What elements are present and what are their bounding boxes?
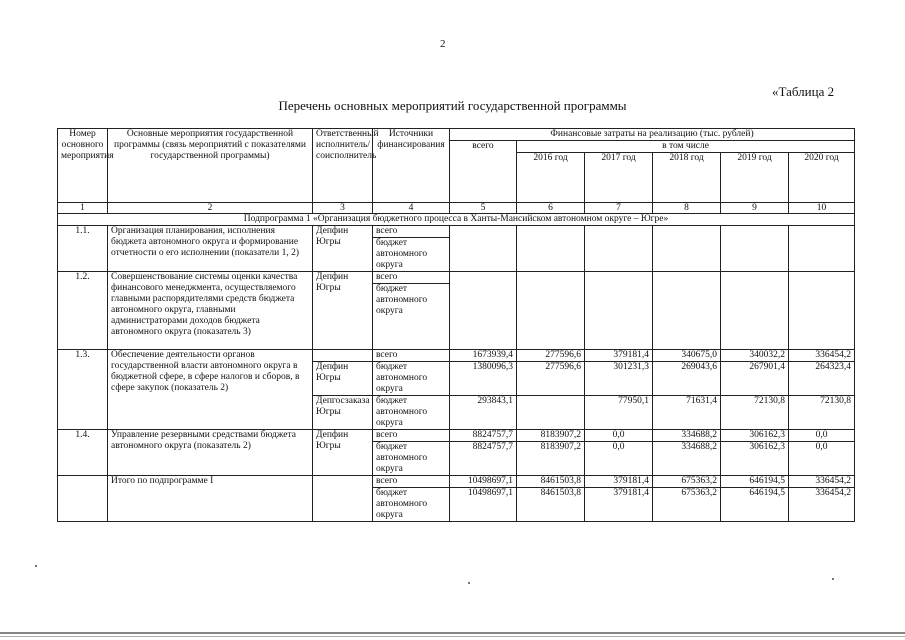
value-cell: 379181,4 [585, 476, 653, 488]
row-source: бюджет автономного округа [373, 442, 450, 476]
value-cell: 8824757,7 [450, 430, 517, 442]
col-number: 2 [108, 203, 313, 214]
scan-edge-line [0, 632, 905, 634]
row-source: всего [373, 430, 450, 442]
value-cell [517, 396, 585, 430]
value-cell: 646194,5 [721, 476, 789, 488]
value-cell: 293843,1 [450, 396, 517, 430]
value-cell: 340032,2 [721, 350, 789, 362]
header-year: 2020 год [789, 153, 855, 203]
value-cell: 336454,2 [789, 476, 855, 488]
col-number: 3 [313, 203, 373, 214]
value-cell: 301231,3 [585, 362, 653, 396]
row-name: Организация планирования, исполнения бюджета автономного округа и формирование отчетности о его исполнении (показатели 1, 2) [108, 226, 313, 272]
row-source: всего [373, 226, 450, 238]
row-num: 1.2. [58, 272, 108, 350]
header-costs: Финансовые затраты на реализацию (тыс. рублей) [450, 129, 855, 141]
row-executor: Депфин Югры [313, 430, 373, 476]
row-executor: Депфин Югры [313, 362, 373, 396]
row-executor [313, 350, 373, 362]
value-cell: 340675,0 [653, 350, 721, 362]
value-cell: 334688,2 [653, 430, 721, 442]
col-number: 5 [450, 203, 517, 214]
row-source: всего [373, 476, 450, 488]
value-cell: 8461503,8 [517, 476, 585, 488]
scan-speck [35, 565, 37, 567]
value-cell: 269043,6 [653, 362, 721, 396]
subprogram-title: Подпрограмма 1 «Организация бюджетного процесса в Ханты-Мансийском автономном округе – Югре» [58, 214, 855, 226]
value-cell: 336454,2 [789, 488, 855, 522]
total-name: Итого по подпрограмме I [108, 476, 313, 522]
value-cell: 675363,2 [653, 488, 721, 522]
scan-edge-line [0, 636, 905, 637]
row-num: 1.1. [58, 226, 108, 272]
value-cell: 277596,6 [517, 350, 585, 362]
header-executor: Ответственный исполнитель/ соисполнитель [313, 129, 373, 203]
value-cell: 0,0 [585, 430, 653, 442]
row-source: всего [373, 272, 450, 284]
value-cell: 10498697,1 [450, 476, 517, 488]
row-source: бюджет автономного округа [373, 238, 450, 272]
row-name: Совершенствование системы оценки качества финансового менеджмента, осуществляемого главными распорядителями средств бюджета автономного округа, главными администраторами доходов бюджета автономного округа (показатель 3) [108, 272, 313, 350]
row-name: Управление резервными средствами бюджета автономного округа (показатель 2) [108, 430, 313, 476]
value-cell: 675363,2 [653, 476, 721, 488]
header-activities: Основные мероприятия государственной программы (связь мероприятий с показателями государственной программы) [108, 129, 313, 203]
value-cell: 306162,3 [721, 442, 789, 476]
value-cell: 8183907,2 [517, 430, 585, 442]
col-number: 6 [517, 203, 585, 214]
table-row [58, 430, 855, 442]
page-number: 2 [440, 38, 446, 50]
col-number: 8 [653, 203, 721, 214]
header-year: 2017 год [585, 153, 653, 203]
value-cell: 72130,8 [789, 396, 855, 430]
row-source: бюджет автономного округа [373, 396, 450, 430]
value-cell: 1673939,4 [450, 350, 517, 362]
value-cell: 8461503,8 [517, 488, 585, 522]
value-cell: 10498697,1 [450, 488, 517, 522]
col-number: 1 [58, 203, 108, 214]
row-num: 1.4. [58, 430, 108, 476]
value-cell: 0,0 [585, 442, 653, 476]
scan-speck [468, 582, 470, 584]
value-cell: 334688,2 [653, 442, 721, 476]
col-number: 9 [721, 203, 789, 214]
col-number: 10 [789, 203, 855, 214]
header-year: 2016 год [517, 153, 585, 203]
value-cell: 646194,5 [721, 488, 789, 522]
header-year: 2018 год [653, 153, 721, 203]
header-sources: Источники финансирования [373, 129, 450, 203]
subprogram-row [58, 214, 855, 226]
table-row [58, 226, 855, 238]
value-cell: 306162,3 [721, 430, 789, 442]
row-source: бюджет автономного округа [373, 284, 450, 350]
value-cell: 0,0 [789, 442, 855, 476]
total-row [58, 476, 855, 488]
value-cell: 8183907,2 [517, 442, 585, 476]
row-name: Обеспечение деятельности органов государственной власти автономного округа в бюджетной сфере, в сфере налогов и сборов, в сфере закупок (показатель 2) [108, 350, 313, 430]
row-source: всего [373, 350, 450, 362]
value-cell: 336454,2 [789, 350, 855, 362]
value-cell: 72130,8 [721, 396, 789, 430]
row-source: бюджет автономного округа [373, 488, 450, 522]
value-cell: 267901,4 [721, 362, 789, 396]
activities-table [57, 128, 855, 522]
header-num: Номер основного мероприятия [58, 129, 108, 203]
value-cell: 264323,4 [789, 362, 855, 396]
value-cell: 379181,4 [585, 488, 653, 522]
column-numbers-row [58, 203, 855, 214]
value-cell: 277596,6 [517, 362, 585, 396]
row-executor: Депфин Югры [313, 226, 373, 272]
header-total: всего [450, 141, 517, 203]
value-cell: 71631,4 [653, 396, 721, 430]
value-cell: 77950,1 [585, 396, 653, 430]
table-label: «Таблица 2 [772, 84, 835, 99]
row-executor: Депгосзаказа Югры [313, 396, 373, 430]
header-year: 2019 год [721, 153, 789, 203]
header-incl: в том числе [517, 141, 855, 153]
value-cell: 0,0 [789, 430, 855, 442]
col-number: 4 [373, 203, 450, 214]
row-num: 1.3. [58, 350, 108, 430]
table-row [58, 350, 855, 362]
row-executor: Депфин Югры [313, 272, 373, 350]
document-title: Перечень основных мероприятий государственной программы [278, 98, 627, 113]
table-row [58, 272, 855, 284]
header-row-1 [58, 129, 855, 141]
row-source: бюджет автономного округа [373, 362, 450, 396]
value-cell: 379181,4 [585, 350, 653, 362]
scan-speck [832, 578, 834, 580]
value-cell: 8824757,7 [450, 442, 517, 476]
col-number: 7 [585, 203, 653, 214]
value-cell: 1380096,3 [450, 362, 517, 396]
